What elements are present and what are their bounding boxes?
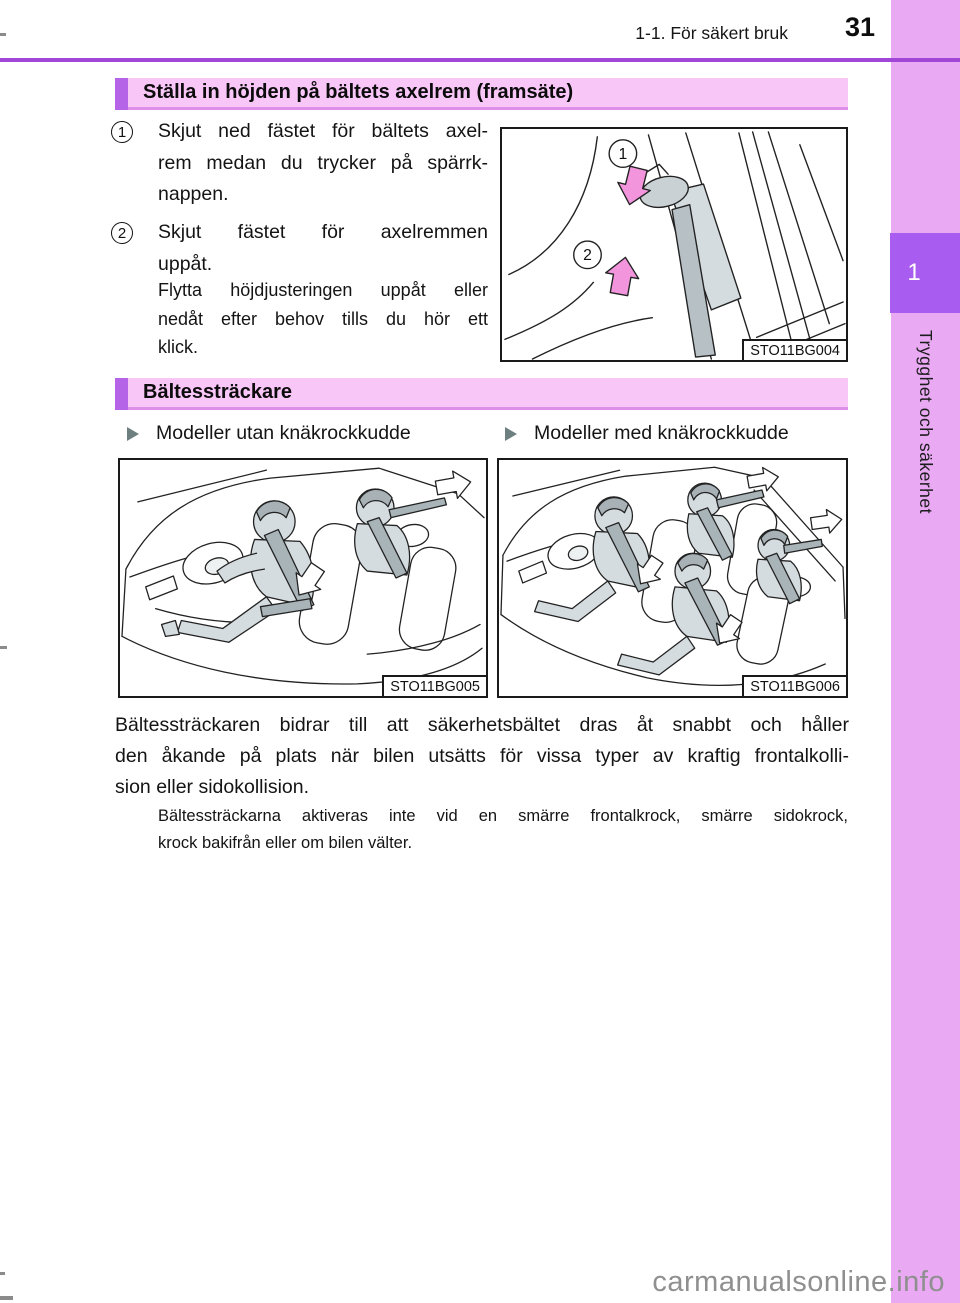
column-heading-with-knee-airbag: [505, 422, 789, 445]
pretensioner-note-text: [158, 803, 848, 856]
pretensioner-drawing-two-occupants: [120, 460, 486, 696]
section-bar-accent: [115, 78, 128, 110]
header-section-label: 1-1. För säkert bruk: [635, 23, 788, 43]
chapter-number: 1: [907, 259, 921, 286]
figure-callout-2: [574, 241, 602, 269]
chapter-tab-label: [891, 330, 960, 540]
figure-pretensioner-with-knee-airbag: [497, 458, 848, 698]
note-line: krock bakifrån eller om bilen välter.: [158, 833, 413, 852]
note-line: Flytta höjdjusteringen uppåt eller: [158, 280, 488, 300]
column-heading-without-knee-airbag: [127, 422, 411, 445]
section-bar-accent: [115, 378, 128, 410]
figure-label: STO11BG005: [382, 675, 486, 696]
column-heading-text: Modeller utan knäkrockkudde: [156, 422, 411, 444]
triangle-bullet-icon: [505, 427, 517, 441]
figure-pretensioner-without-knee-airbag: [118, 458, 488, 698]
svg-text:2: 2: [583, 247, 592, 265]
step-2-text: [158, 217, 488, 280]
belt-retract-arrow-icon: [434, 468, 473, 501]
belt-height-adjuster-drawing: [502, 129, 846, 360]
note-line: klick.: [158, 337, 198, 357]
section-title-text: Ställa in höjden på bältets axelrem (framsäte): [143, 81, 574, 103]
belt-retract-arrow-icon: [746, 465, 780, 494]
step-2-number-badge: [111, 222, 133, 244]
triangle-bullet-icon: [127, 427, 139, 441]
section-title-pretensioner: [115, 378, 848, 410]
crop-mark: [0, 1272, 5, 1275]
body-line: den åkande på plats när bilen utsätts för vissa typer av kraftig frontalkolli-: [115, 745, 849, 767]
figure-label: STO11BG004: [742, 339, 846, 360]
note-line: Bältessträckarna aktiveras inte vid en smärre frontalkrock, smärre sidokrock,: [158, 807, 848, 825]
note-line: nedåt efter behov tills du hör ett: [158, 308, 488, 329]
step-1-line: rem medan du trycker på spärrk-: [158, 151, 488, 174]
belt-retract-arrow-icon: [810, 508, 844, 536]
chapter-tab-strip: [891, 0, 960, 1303]
pretensioner-body-text: [115, 710, 849, 803]
step-2-line: Skjut fästet för axelremmen: [158, 221, 488, 243]
header-rule: [0, 58, 960, 62]
step-2-line: uppåt.: [158, 252, 213, 275]
rear-right-passenger-figure: [756, 530, 822, 604]
crop-mark: [0, 1296, 13, 1300]
section-title-text: Bältessträckare: [143, 381, 292, 403]
step-1-text: [158, 116, 488, 211]
step-1-line: nappen.: [158, 183, 229, 205]
figure-callout-1: [609, 140, 637, 168]
step-1-number-badge: [111, 121, 133, 143]
column-heading-text: Modeller med knäkrockkudde: [534, 422, 789, 444]
section-title-belt-height: [115, 78, 848, 110]
step-2-number: 2: [117, 224, 127, 242]
watermark: carmanualsonline.info: [652, 1266, 945, 1298]
figure-belt-height-adjuster: [500, 127, 848, 362]
body-line: Bältessträckaren bidrar till att säkerhetsbältet dras åt snabbt och håller: [115, 714, 849, 736]
chapter-number-box: [890, 233, 960, 313]
figure-label: STO11BG006: [742, 675, 846, 696]
pretensioner-drawing-four-occupants: [499, 460, 846, 696]
chapter-tab-label-text: Trygghet och säkerhet: [916, 330, 936, 514]
step-1-line: Skjut ned fästet för bältets axel-: [158, 120, 488, 142]
body-line: sion eller sidokollision.: [115, 776, 310, 798]
step-1-number: 1: [117, 123, 127, 141]
crop-mark: [0, 646, 7, 649]
height-adjust-note: [158, 276, 488, 362]
page-number: 31: [845, 12, 876, 42]
svg-text:1: 1: [618, 145, 628, 163]
crop-mark: [0, 33, 6, 36]
arrow-up-icon: [602, 254, 641, 297]
